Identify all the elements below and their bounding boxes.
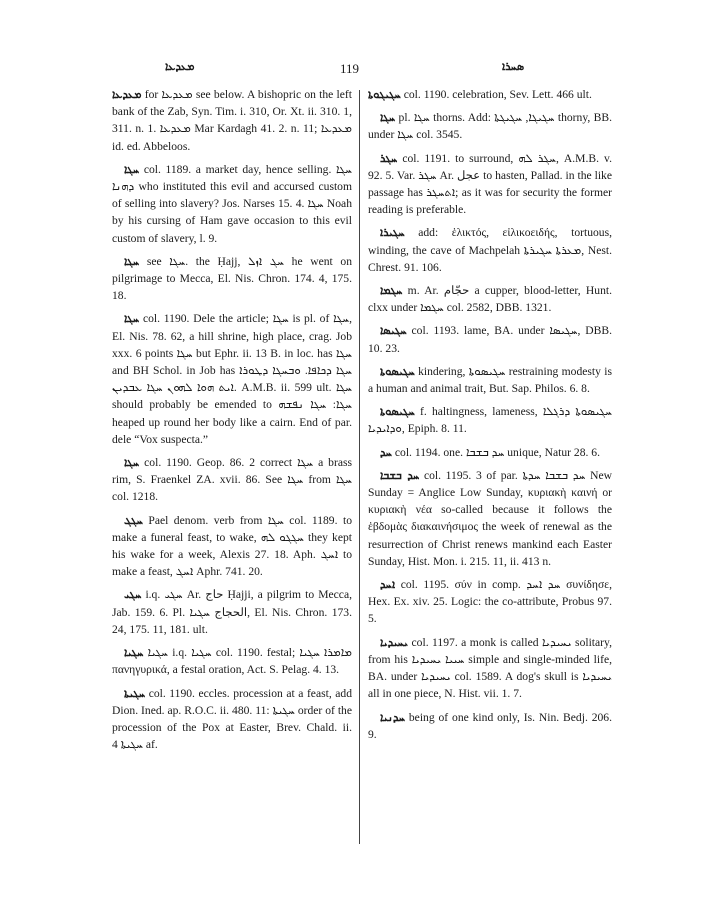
headword: ܚܓܐ <box>124 254 140 268</box>
entry-text: add: ἑλικτός, εἰλικοειδής, tortuous, winding, the cave of Machpelah ܡܥܪܬܐ ܚܓܝܪܬܐ, Nest. Chrest. 91. 106. <box>368 226 613 274</box>
headword: ܚܕ ܒܫܒܐ <box>380 468 420 482</box>
entry-text: i.q. ܚܓܝ Ar. حاج Ḥajji, a pilgrim to Mecca, Jab. 159. 6. Pl. الحجاج ܚܓܝܐ, El. Nis. Chron. 173. 24, 175. 11, 181. ult. <box>112 588 352 636</box>
entry <box>368 150 612 219</box>
headword: ܐܚܕ <box>380 578 396 592</box>
headword: ܚܓܪ <box>380 151 398 165</box>
entry-text: col. 1193. lame, BA. under ܚܓܝܣܐ, DBB. 10. 23. <box>368 324 612 355</box>
entry <box>368 576 612 628</box>
entry <box>368 322 612 356</box>
headword: ܚܕܢܝܐ <box>380 710 405 724</box>
headword: ܚܓܝܬܐ <box>124 686 146 700</box>
entry <box>112 512 352 581</box>
entry-text: col. 1197. a monk is called ܝܚܝܕܝܐ solitary, from his ܚܝܝܐ ܝܚܝܕܝܐ simple and single-minded life, BA. under ܝܚܝܕܝܐ col. 1589. A dog's skull is ܝܚܝܕܝܐ all in one piece, N. Hist. vii. 1. 7. <box>368 635 612 701</box>
headword: ܚܓܝܪܐ <box>380 226 405 240</box>
headword: ܚܓܐ <box>380 111 396 125</box>
column-divider <box>359 90 360 844</box>
entry <box>112 310 352 448</box>
entry-text: col. 1195. σύν in comp. ܚܕ ܐܚܕ συνίδησε, Hex. Ex. xiv. 25. Logic: the co-attribute, Probus 97. 5. <box>368 578 612 626</box>
entry-text: pl. ܚܓܐ thorns. Add: ܚܓܝܓܐ, ܚܓܝܓܬܐ thorny, BB. under ܚܓܐ col. 3545. <box>368 111 612 142</box>
right-column <box>368 86 612 749</box>
entry <box>112 161 352 247</box>
entry <box>368 224 612 276</box>
entry <box>112 454 352 506</box>
entry-text: col. 1190. Geop. 86. 2 correct ܚܓܐ a brass rim, S. Fraenkel ZA. xvii. 86. See ܚܓܐ from ܚܓܐ col. 1218. <box>112 456 352 504</box>
entry <box>112 86 352 155</box>
entry-text: col. 1189. a market day, hence selling. ܚܓܐ ܕܗܢܐ who instituted this evil and accursed custom of selling into slavery? Jos. Narses 15. 4. ܚܓܐ Noah by his cursing of Ham gave occasion to this evil custom of slavery, l. 9. <box>112 162 352 245</box>
entry-text: col. 1190. eccles. procession at a feast, add Dion. Ined. ap. R.O.C. ii. 480. 11: ܚܓܝܬܐ order of the procession of the Pox at Easter, Brev. Chald. ii. ܚܓܝܬܐ 4 af. <box>112 686 353 752</box>
entry <box>368 467 612 570</box>
entry-text: kindering, ܚܓܝܣܘܬܐ restraining modesty is a human and animal trait, But. Sap. Philos. 6. 8. <box>368 364 613 396</box>
headword: ܚܓܝܐ <box>124 646 144 660</box>
page-number: 119 <box>340 61 360 76</box>
header-left-word: ܡܥܕܥܐ <box>165 60 195 73</box>
entry-text: m. Ar. حجّام a cupper, blood-letter, Hunt. clxx under ܚܓܡܐ col. 2582, DBB. 1321. <box>368 284 612 315</box>
entry-text: ܚܓܝܐ i.q. ܚܓܝܐ col. 1190. festal; ܡܐܡܪܐ ܚܓܝܐ πανηγυρικά, a festal oration, Act. S. Pelag. 4. 13. <box>112 646 352 677</box>
entry-text: col. 1190. celebration, Sev. Lett. 466 ult. <box>403 88 592 101</box>
entry-text: for ܡܥܕܥܐ see below. A bishopric on the left bank of the Zab, Syn. Tim. i. 310, Or. Xt. ii. 310. 1, 311. n. 1. ܡܥܕܥܐ Mar Kardagh 41. 2. n. 11; ܡܥܕܥܐ id. ed. Abbeloos. <box>112 88 352 153</box>
entry-text: col. 1190. Dele the article; ܚܓܐ is pl. of ܚܓܐ, El. Nis. 78. 62, a hill shrine, high place, crag. Job xxx. 6 points ܚܓܐ but Ephr. ii. 13 B. in loc. has ܚܓܐ and BH Schol. in Job has ܚܓܐ ܕܟܐܦܐ. ܘܒܚܓܐ ܕܛܘܪܐ ܐܝܬ ܗܘܐ ܠܗܘܢ ܚܓܐ ܥܒܕܝܢ. A.M.B. ii. 599 ult. ܚܓܐ should probably be emended to ܚܓܐ: ܚܓܐ ܢܦܫܗ heaped up round her body like a cairn. End of par. dele “Vox suspecta.” <box>112 312 352 446</box>
headword: ܚܓܝܣܐ <box>380 324 407 338</box>
entry <box>368 403 612 437</box>
headword: ܚܓܐ <box>124 312 140 326</box>
headword: ܚܓܝܣܘܬܐ <box>380 405 415 419</box>
headword: ܡܥܕܥܐ <box>112 88 142 101</box>
headword: ܚܓܡܐ <box>380 284 403 298</box>
headword: ܚܓܝܓܘܬܐ <box>368 88 401 101</box>
entry-text: Pael denom. verb from ܚܓܐ col. 1189. to make a funeral feast, to wake, ܚܓܓܘ ܠܗ they kept his wake for a week, Alexis 27. 18. Aph. ܐܚܓ to make a feast, ܐܚܓ Aphr. 741. 20. <box>112 513 353 579</box>
headword: ܚܕ <box>380 445 392 459</box>
entry <box>368 282 612 316</box>
entry-text: f. haltingness, lameness, ܚܓܝܣܘܬܐ ܕܪܓܠܐ ܘܕܐܝܕܝܐ, Epiph. 8. 11. <box>368 405 612 436</box>
headword: ܚܓܐ <box>124 456 140 470</box>
header-right-word: ܣܚܪܐ <box>502 60 525 73</box>
entry-text: col. 1194. one. ܚܕ ܒܫܒܐ unique, Natur 28. 6. <box>394 445 600 459</box>
entry-text: col. 1191. to surround, ܚܓܪ ܠܗ, A.M.B. v. 92. 5. Var. ܚܓܪ Ar. عجل to hasten, Pallad. in the like passage has ܐܬܚܓܪ; as it was for security the former reading is preferable. <box>368 151 612 217</box>
headword: ܝܚܝܕܝܐ <box>380 635 409 649</box>
entry <box>112 586 352 638</box>
entry <box>112 685 352 754</box>
entry-text: col. 1195. 3 of par. ܚܕ ܒܫܒܐ ܚܕܬܐ New Sunday = Anglice Low Sunday, κυριακὴ καινή or κυριακὴ νέα so-called because it follows the ἑβδομὰς διακαινήσιμος the week of renewal as the resurrection of Christ renews mankind each Easter Sunday, Hist. Mon. i. 215. 11, ii. 413 n. <box>368 468 612 568</box>
entry <box>112 644 352 678</box>
headword: ܚܓܓ <box>124 513 143 527</box>
headword: ܚܓܝ <box>124 588 142 602</box>
entry-text: being of one kind only, Is. Nin. Bedj. 206. 9. <box>368 710 612 741</box>
headword: ܚܓܐ <box>124 162 140 176</box>
running-header <box>0 58 714 80</box>
entry <box>368 444 612 461</box>
entry <box>368 363 612 397</box>
headword: ܚܓܝܣܘܬܐ <box>380 364 415 378</box>
entry-text: see ܚܓܐ. the Ḥajj, ܚܓ ܐܙܠ he went on pilgrimage to Mecca, El. Nis. Chron. 174. 4, 175. 18. <box>112 254 352 303</box>
entry <box>368 86 612 103</box>
entry <box>368 634 612 703</box>
left-column <box>112 86 352 759</box>
entry <box>112 253 352 305</box>
entry <box>368 109 612 143</box>
entry <box>368 709 612 743</box>
